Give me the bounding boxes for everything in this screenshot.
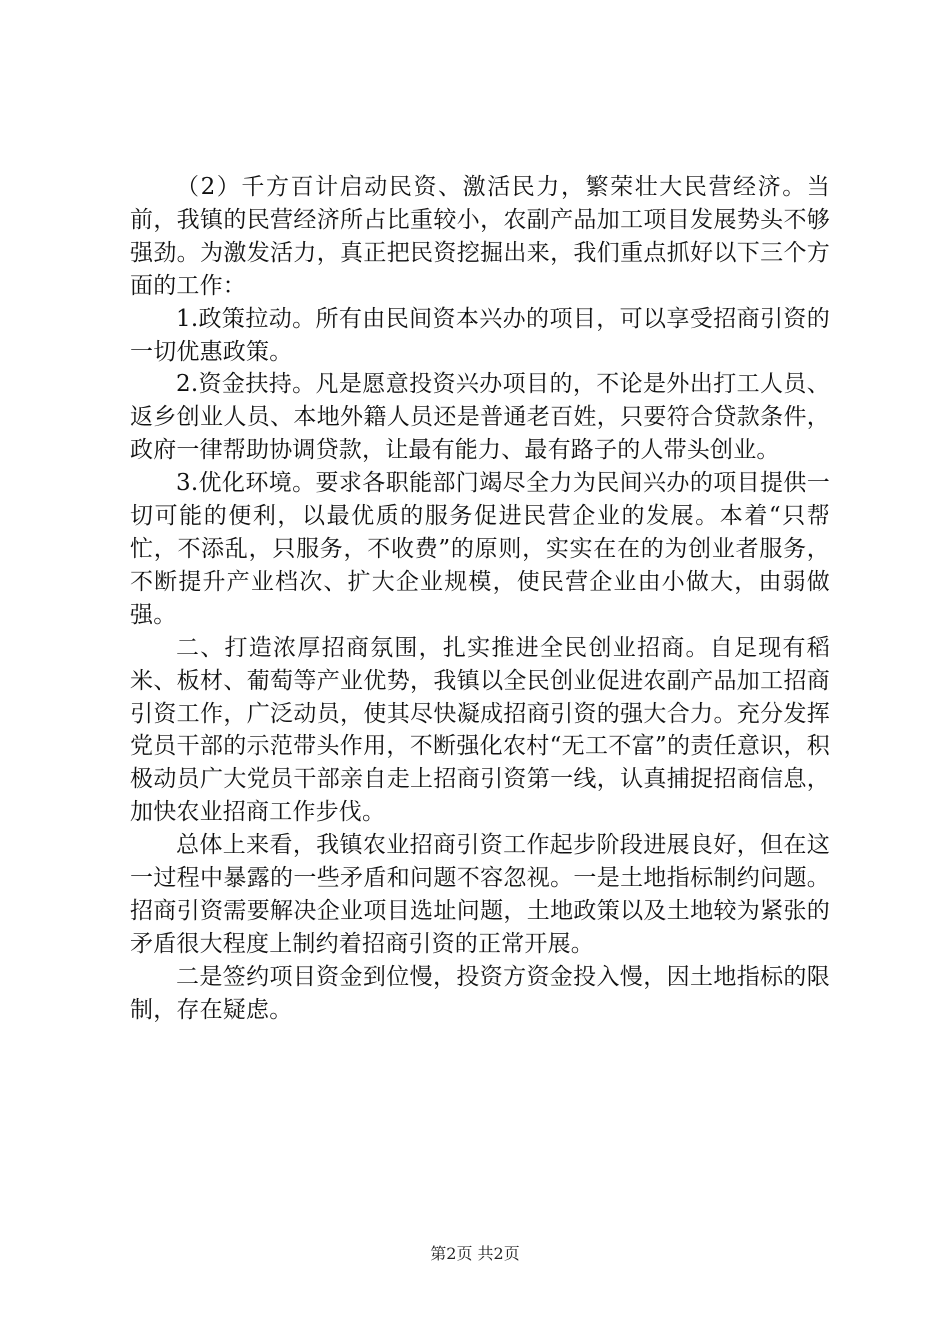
document-body xyxy=(130,171,830,1027)
paragraph-investment-atmosphere: 二、打造浓厚招商氛围，扎实推进全民创业招商。自足现有稻米、板材、葡萄等产业优势，我镇以全民创业促进农副产品加工招商引资工作，广泛动员，使其尽快凝成招商引资的强大合力。充分发挥党员干部的示范带头作用，不断强化农村“无工不富”的责任意识，积极动员广大党员干部亲自走上招商引资第一线，认真捕捉招商信息，加快农业招商工作步伐。 xyxy=(130,634,830,826)
paragraph-private-economy: （2）千方百计启动民资、激活民力，繁荣壮大民营经济。当前，我镇的民营经济所占比重较小，农副产品加工项目发展势头不够强劲。为激发活力，真正把民资挖掘出来，我们重点抓好以下三个方面的工作： xyxy=(130,174,830,299)
paragraph-optimize-environment: 3.优化环境。要求各职能部门竭尽全力为民间兴办的项目提供一切可能的便利，以最优质的服务促进民营企业的发展。本着“只帮忙，不添乱，只服务，不收费”的原则，实实在在的为创业者服务，不断提升产业档次、扩大企业规模，使民营企业由小做大，由弱做强。 xyxy=(130,470,830,628)
paragraph-policy-pull: 1.政策拉动。所有由民间资本兴办的项目，可以享受招商引资的一切优惠政策。 xyxy=(130,305,830,365)
paragraph-funding-delay: 二是签约项目资金到位慢，投资方资金投入慢，因土地指标的限制，存在疑虑。 xyxy=(130,963,830,1023)
paragraph-overall-problems: 总体上来看，我镇农业招商引资工作起步阶段进展良好，但在这一过程中暴露的一些矛盾和问题不容忽视。一是土地指标制约问题。招商引资需要解决企业项目选址问题，土地政策以及土地较为紧张的矛盾很大程度上制约着招商引资的正常开展。 xyxy=(130,832,830,957)
page-number-footer: 第2页 共2页 xyxy=(430,1244,520,1263)
paragraph-funding-support: 2.资金扶持。凡是愿意投资兴办项目的，不论是外出打工人员、返乡创业人员、本地外籍人员还是普通老百姓，只要符合贷款条件，政府一律帮助协调贷款，让最有能力、最有路子的人带头创业。 xyxy=(130,371,830,464)
